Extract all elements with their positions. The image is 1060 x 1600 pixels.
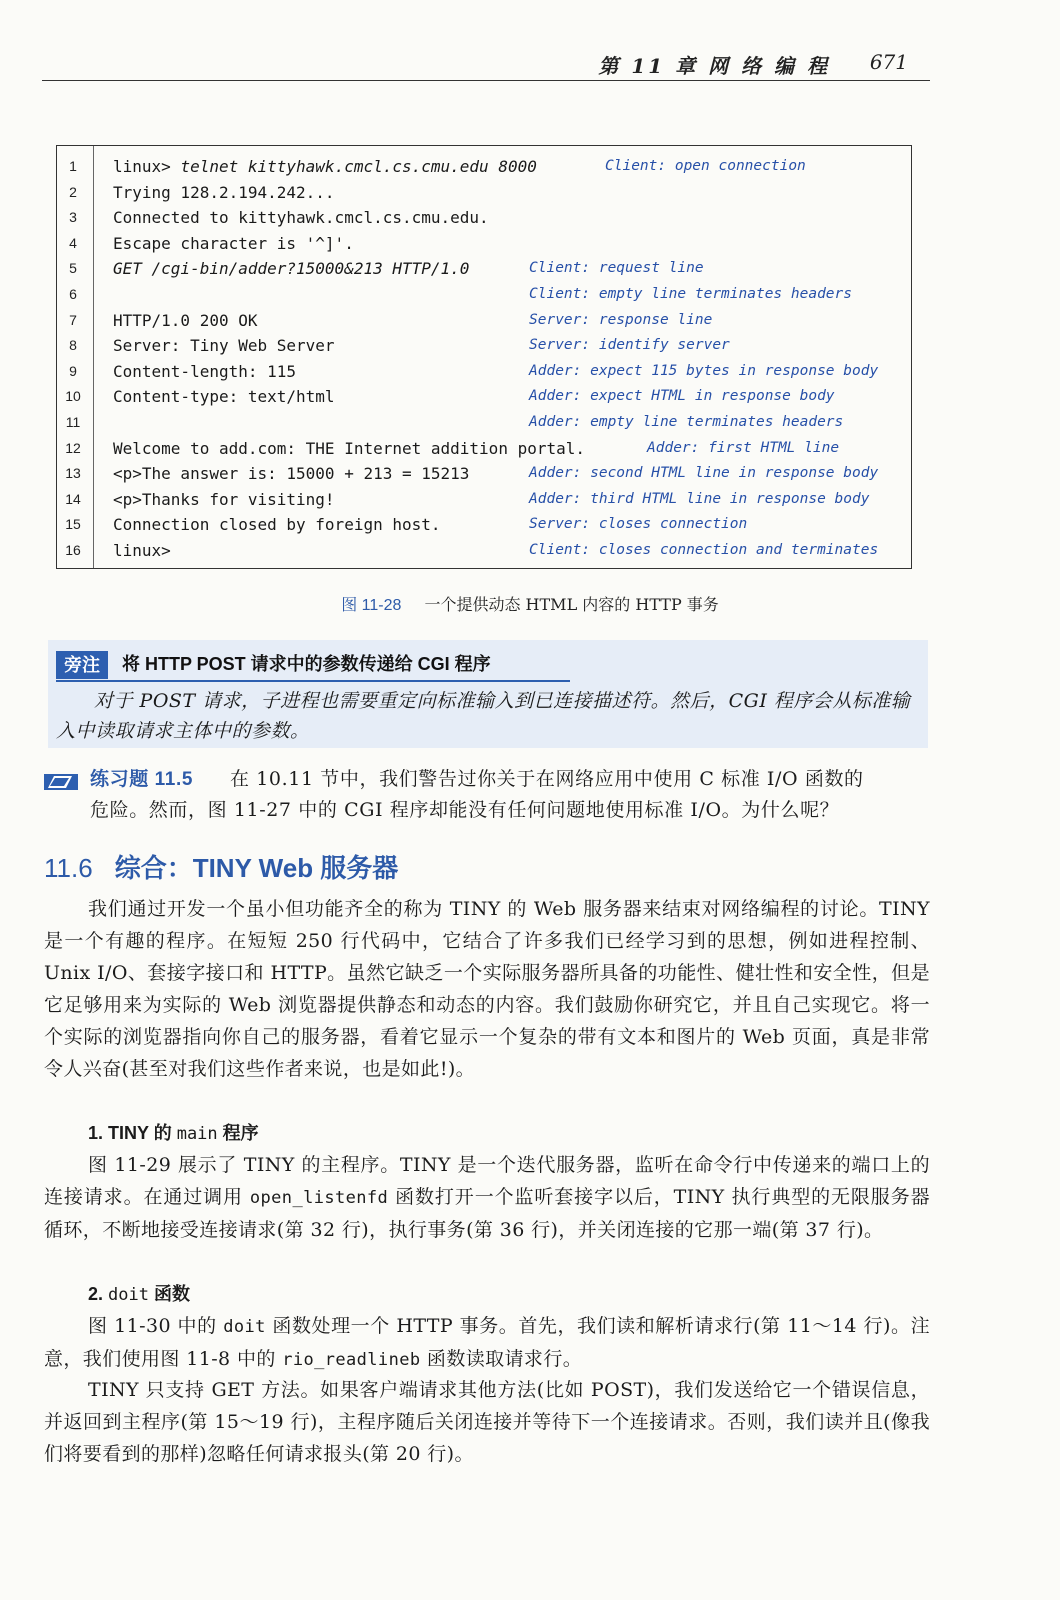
code-line-plain: Connected to kittyhawk.cmcl.cs.cmu.edu. [113, 208, 489, 228]
code-line-input: telnet kittyhawk.cmcl.cs.cmu.edu 8000 [180, 157, 537, 176]
code-line [57, 410, 911, 435]
code-line-number: 2 [69, 183, 77, 200]
aside-title: 将 HTTP POST 请求中的参数传递给 CGI 程序 [122, 654, 491, 674]
code-line [57, 180, 911, 205]
code-line-plain: Content-type: text/html [113, 387, 335, 407]
code-line-comment: Adder: second HTML line in response body [529, 465, 879, 482]
paragraph-doit-code1: doit [223, 1317, 266, 1337]
subheading-main-rest: 程序 [217, 1123, 259, 1143]
code-line-plain: <p>Thanks for visiting! [113, 489, 335, 509]
code-line [57, 538, 911, 563]
code-line-number: 8 [69, 337, 77, 354]
code-line-comment: Adder: expect HTML in response body [529, 388, 835, 405]
code-line-number: 11 [65, 414, 81, 430]
code-line-comment: Client: open connection [605, 158, 806, 174]
code-line-plain: Escape character is '^]'. [113, 233, 354, 253]
code-line-plain: HTTP/1.0 200 OK [113, 310, 258, 330]
code-line-number: 14 [65, 490, 81, 507]
code-line-plain: Connection closed by foreign host. [113, 515, 441, 535]
code-line-number: 4 [69, 234, 77, 251]
code-line [57, 256, 911, 281]
paragraph-main-a: 图 11-29 展示了 TINY 的主程序。TINY 是一个迭代服务器，监听在命令行中传递来的端口上的连接请求。在通过调用 [44, 1154, 930, 1208]
paragraph-main-b: 函数打开一个监听套接字以后，TINY 执行典型的无限服务器循环，不断地接受连接请求(第 32 行)，执行事务(第 36 行)，并关闭连接的它那一端(第 37 行)。 [44, 1186, 930, 1241]
code-line-comment: Client: request line [529, 260, 704, 277]
code-line-comment: Client: empty line terminates headers [529, 286, 853, 302]
exercise-line-1: 在 10.11 节中，我们警告过你关于在网络应用中使用 C 标准 I/O 函数的 [230, 768, 864, 790]
code-line [57, 231, 911, 256]
paragraph-main-code: open_listenfd [249, 1188, 389, 1208]
code-line-number: 10 [65, 388, 81, 405]
code-line-text [113, 333, 335, 358]
exercise-line-2: 危险。然而，图 11-27 中的 CGI 程序却能没有任何问题地使用标准 I/O。为什么呢？ [90, 799, 840, 821]
section-title: 综合：TINY Web 服务器 [114, 853, 399, 883]
code-line-text [113, 436, 585, 461]
code-line-number: 13 [65, 465, 81, 482]
code-line-comment: Client: closes connection and terminates [529, 542, 879, 558]
code-listing [56, 145, 912, 569]
code-line-number: 6 [69, 286, 77, 302]
code-line-plain: linux> [113, 157, 181, 176]
code-line-comment: Adder: empty line terminates headers [529, 414, 844, 430]
paragraph-doit-a: 图 11-30 中的 [88, 1315, 224, 1337]
code-line [57, 461, 911, 486]
page-number: 671 [869, 50, 908, 74]
code-line-plain: Trying 128.2.194.242... [113, 182, 335, 202]
code-line-number: 16 [65, 542, 81, 558]
code-line-number: 5 [69, 260, 77, 277]
aside-tag: 旁注 [56, 651, 108, 679]
aside-body: 对于 POST 请求，子进程也需要重定向标准输入到已连接描述符。然后，CGI 程序会从标准输入中读取请求主体中的参数。 [56, 690, 911, 742]
section-number: 11.6 [44, 853, 93, 883]
section-heading [44, 848, 398, 885]
code-line [57, 205, 911, 230]
code-line [57, 359, 911, 384]
figure-caption [0, 592, 1060, 615]
figure-number: 图 11-28 [341, 597, 402, 614]
code-line-input: GET /cgi-bin/adder?15000&213 HTTP/1.0 [113, 259, 470, 279]
code-line-comment: Server: identify server [529, 337, 730, 354]
code-line [57, 384, 911, 409]
code-line-text [113, 180, 335, 205]
subheading-doit [88, 1280, 190, 1306]
paragraph-doit [44, 1310, 930, 1376]
code-line-text [113, 308, 258, 333]
paragraph-doit-c: 函数读取请求行。 [420, 1348, 583, 1370]
code-line [57, 154, 911, 179]
paragraph-get: TINY 只支持 GET 方法。如果客户端请求其他方法(比如 POST)，我们发送给它一个错误信息，并返回到主程序(第 15～19 行)，主程序随后关闭连接并等待下一个连接请求。否则，我们读并且(像我们将要看到的那样)忽略任何请求报头(第 20 行)。 [44, 1379, 930, 1465]
subheading-doit-num: 2. [88, 1284, 109, 1304]
aside-rule [56, 680, 570, 682]
code-line [57, 512, 911, 537]
paragraph-doit-code2: rio_readlineb [282, 1350, 421, 1370]
paragraph-main [44, 1149, 930, 1246]
code-line-text [113, 154, 537, 179]
code-line-text [113, 231, 354, 256]
code-line-text [113, 461, 469, 486]
code-line-comment: Adder: expect 115 bytes in response body [529, 362, 879, 379]
code-line-number: 15 [65, 516, 81, 533]
code-line-plain: Server: Tiny Web Server [113, 336, 335, 356]
code-line-number: 1 [69, 158, 77, 174]
code-line-text [113, 359, 296, 384]
code-line-text [113, 487, 335, 512]
code-line-plain: Welcome to add.com: THE Internet addition portal. [113, 438, 586, 458]
code-line-comment: Server: response line [529, 311, 713, 328]
chapter-title: 第 11 章 网 络 编 程 [598, 54, 830, 78]
code-line-number: 12 [65, 439, 81, 456]
figure-caption-text: 一个提供动态 HTML 内容的 HTTP 事务 [424, 595, 719, 614]
code-line-plain: Content-length: 115 [113, 361, 297, 381]
code-line [57, 487, 911, 512]
code-line-number: 3 [69, 209, 77, 226]
code-line-number: 9 [69, 362, 77, 379]
paragraph-intro: 我们通过开发一个虽小但功能齐全的称为 TINY 的 Web 服务器来结束对网络编程的讨论。TINY 是一个有趣的程序。在短短 250 行代码中，它结合了许多我们已经学习到的思想，例如进程控制、Unix I/O、套接字接口和 HTTP。虽然它缺乏一个实际服务器所具备的功能性、健壮性和安全性，但是它足够用来为实际的 Web 浏览器提供静态和动态的内容。我们鼓励你研究它，并且自己实现它。将一个实际的浏览器指向你自己的服务器，看着它显示一个复杂的带有文本和图片的 Web 页面，真是非常令人兴奋(甚至对我们这些作者来说，也是如此!)。 [44, 898, 930, 1080]
subheading-doit-rest: 函数 [148, 1284, 190, 1304]
exercise-label: 练习题 11.5 [90, 769, 194, 790]
code-line-text [113, 205, 489, 230]
code-line-plain: <p>The answer is: 15000 + 213 = 15213 [113, 464, 470, 484]
code-line [57, 308, 911, 333]
code-line-comment: Adder: first HTML line [647, 439, 840, 456]
page-header [42, 50, 930, 81]
code-line [57, 282, 911, 307]
paragraph-doit-b: 函数处理一个 HTTP 事务。首先，我们读和解析请求行(第 11～14 行)。注意，我们使用图 11-8 中的 [44, 1315, 930, 1370]
code-line-comment: Adder: third HTML line in response body [529, 490, 870, 507]
code-line-plain: linux> [113, 541, 171, 560]
code-line-number: 7 [69, 311, 77, 328]
subheading-main [88, 1119, 259, 1145]
aside-box [48, 640, 928, 748]
subheading-doit-code: doit [108, 1285, 149, 1305]
code-line-comment: Server: closes connection [529, 516, 748, 533]
code-line-text [113, 538, 171, 563]
code-line-text [113, 384, 335, 409]
code-line [57, 436, 911, 461]
code-line-text [113, 256, 469, 281]
pencil-icon [44, 770, 78, 792]
subheading-main-code: main [176, 1124, 218, 1144]
subheading-main-num: 1. TINY 的 [88, 1123, 177, 1143]
code-line-text [113, 512, 441, 537]
code-line [57, 333, 911, 358]
